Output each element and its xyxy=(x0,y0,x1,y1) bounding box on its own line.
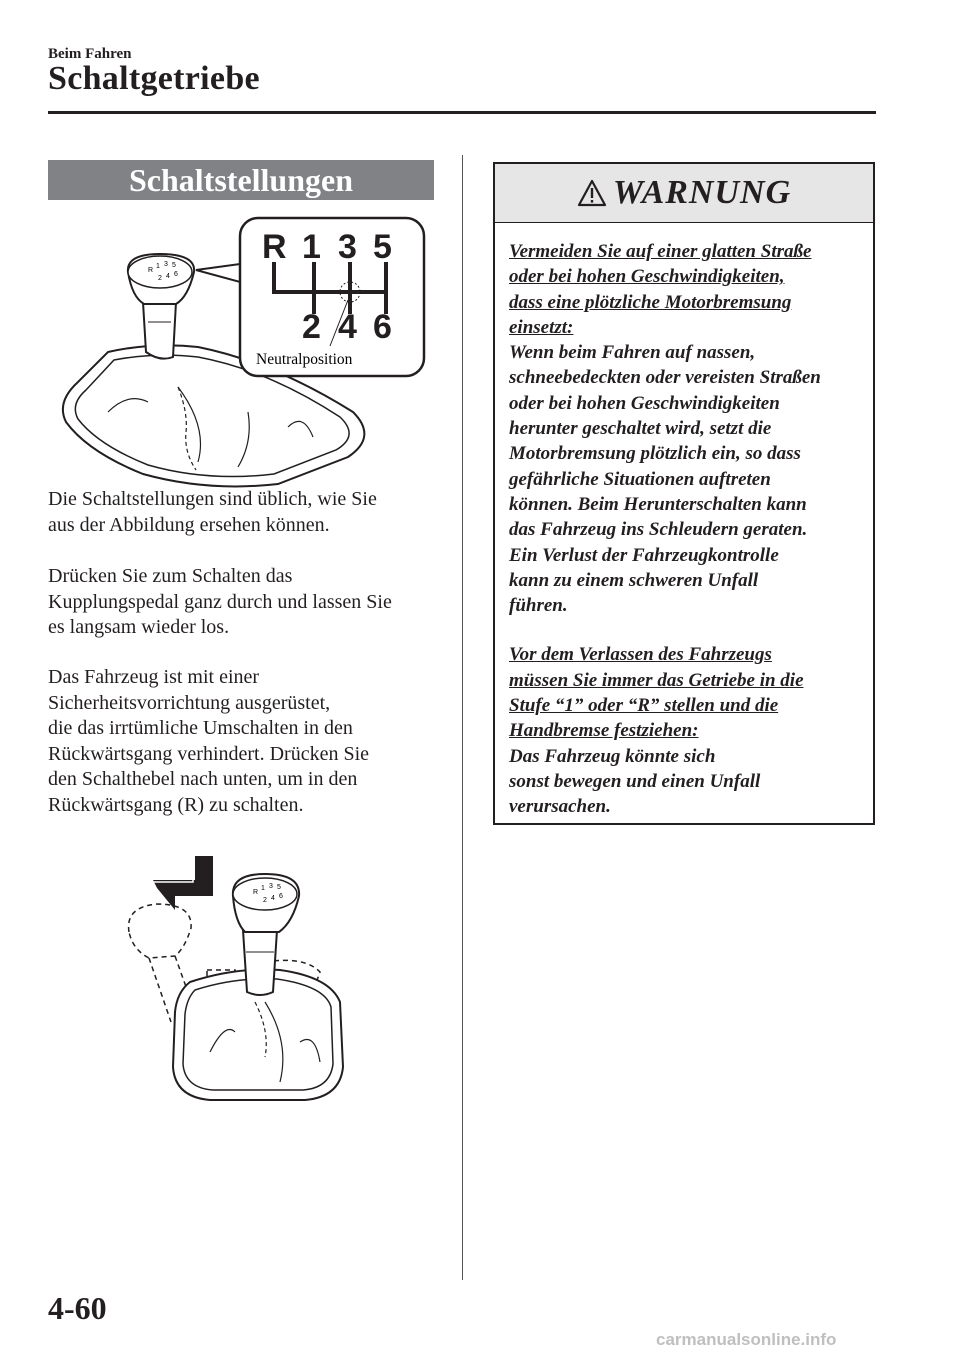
warning-title: WARNUNG xyxy=(612,174,792,211)
knob-number-1: 1 xyxy=(261,885,265,892)
gear-label-4: 4 xyxy=(338,308,357,346)
gear-label-r: R xyxy=(262,228,287,266)
warning-block2-text xyxy=(509,744,871,820)
text-line: Das Fahrzeug ist mit einer xyxy=(48,666,260,688)
text-line: Sicherheitsvorrichtung ausgerüstet, xyxy=(48,691,331,714)
text-line: oder bei hohen Geschwindigkeiten, xyxy=(509,266,785,288)
text-line: Vor dem Verlassen des Fahrzeugs xyxy=(509,644,772,666)
text-line: sonst bewegen und einen Unfall xyxy=(509,770,761,792)
paragraph-1 xyxy=(48,487,448,538)
text-line: Die Schaltstellungen sind üblich, wie Sie xyxy=(48,488,377,510)
text-line: Drücken Sie zum Schalten das xyxy=(48,565,293,587)
column-divider xyxy=(462,155,463,1280)
page-number: 4-60 xyxy=(48,1290,107,1326)
paragraph-3 xyxy=(48,665,448,818)
text-line: Ein Verlust der Fahrzeugkontrolle xyxy=(509,544,779,566)
knob-number-6: 6 xyxy=(174,271,178,278)
text-line: führen. xyxy=(509,595,568,617)
text-line: Rückwärtsgang verhindert. Drücken Sie xyxy=(48,742,370,765)
push-down-arrow-icon xyxy=(153,856,213,910)
header-rule xyxy=(48,111,876,114)
warning-header xyxy=(495,164,873,223)
warning-block1-heading xyxy=(509,239,871,340)
section-heading: Schaltstellungen xyxy=(48,160,434,200)
gear-label-2: 2 xyxy=(302,308,321,346)
reverse-shift-figure xyxy=(115,852,350,1102)
knob-number-5: 5 xyxy=(172,262,176,269)
knob-number-5: 5 xyxy=(277,884,281,891)
warning-block2-heading xyxy=(509,642,871,743)
text-line: Stufe “1” oder “R” stellen und die xyxy=(509,695,779,717)
gear-label-5: 5 xyxy=(373,228,392,266)
paragraph-2 xyxy=(48,564,448,641)
text-line: verursachen. xyxy=(509,796,611,818)
text-line: Kupplungspedal ganz durch und lassen Sie xyxy=(48,590,392,613)
knob-number-3: 3 xyxy=(164,261,168,268)
text-line: dass eine plötzliche Motorbremsung xyxy=(509,291,792,313)
knob-number-r: R xyxy=(253,889,259,896)
gear-label-1: 1 xyxy=(302,228,321,266)
text-line: Das Fahrzeug könnte sich xyxy=(509,745,716,767)
gear-shift-figure xyxy=(48,212,438,490)
text-line: Wenn beim Fahren auf nassen, xyxy=(509,342,756,364)
text-line: gefährliche Situationen auftreten xyxy=(509,468,771,490)
text-line: schneebedeckten oder vereisten Straßen xyxy=(509,367,821,389)
text-line: Vermeiden Sie auf einer glatten Straße xyxy=(509,241,812,262)
text-line: das Fahrzeug ins Schleudern geraten. xyxy=(509,519,808,541)
warning-body xyxy=(509,239,871,820)
knob-number-4: 4 xyxy=(166,273,170,280)
knob-number-2: 2 xyxy=(263,897,267,904)
section-label: Beim Fahren xyxy=(48,46,132,62)
text-line: kann zu einem schweren Unfall xyxy=(509,569,759,591)
knob-number-3: 3 xyxy=(269,883,273,890)
text-line: herunter geschaltet wird, setzt die xyxy=(509,418,772,440)
gear-label-3: 3 xyxy=(338,228,357,266)
text-line: einsetzt: xyxy=(509,316,574,338)
gear-label-6: 6 xyxy=(373,308,392,346)
text-line: aus der Abbildung ersehen können. xyxy=(48,513,330,536)
text-line: Rückwärtsgang (R) zu schalten. xyxy=(48,793,304,816)
text-line: müssen Sie immer das Getriebe in die xyxy=(509,669,804,691)
knob-number-6: 6 xyxy=(279,893,283,900)
text-line: es langsam wieder los. xyxy=(48,616,230,638)
chapter-title: Schaltgetriebe xyxy=(48,60,260,97)
knob-number-2: 2 xyxy=(158,275,162,282)
watermark: carmanualsonline.info xyxy=(656,1330,837,1349)
text-line: oder bei hohen Geschwindigkeiten xyxy=(509,392,780,414)
text-line: Motorbremsung plötzlich ein, so dass xyxy=(509,443,801,465)
neutral-position-label: Neutralposition xyxy=(256,351,353,368)
warning-box xyxy=(493,162,875,825)
text-line: den Schalthebel nach unten, um in den xyxy=(48,768,358,790)
text-line: können. Beim Herunterschalten kann xyxy=(509,493,807,515)
warning-triangle-icon xyxy=(577,179,607,207)
text-line: die das irrtümliche Umschalten in den xyxy=(48,717,353,739)
text-line: Handbremse festziehen: xyxy=(509,720,699,742)
knob-number-4: 4 xyxy=(271,895,275,902)
warning-block1-text xyxy=(509,340,871,618)
knob-number-1: 1 xyxy=(156,263,160,270)
knob-number-r: R xyxy=(148,267,154,274)
